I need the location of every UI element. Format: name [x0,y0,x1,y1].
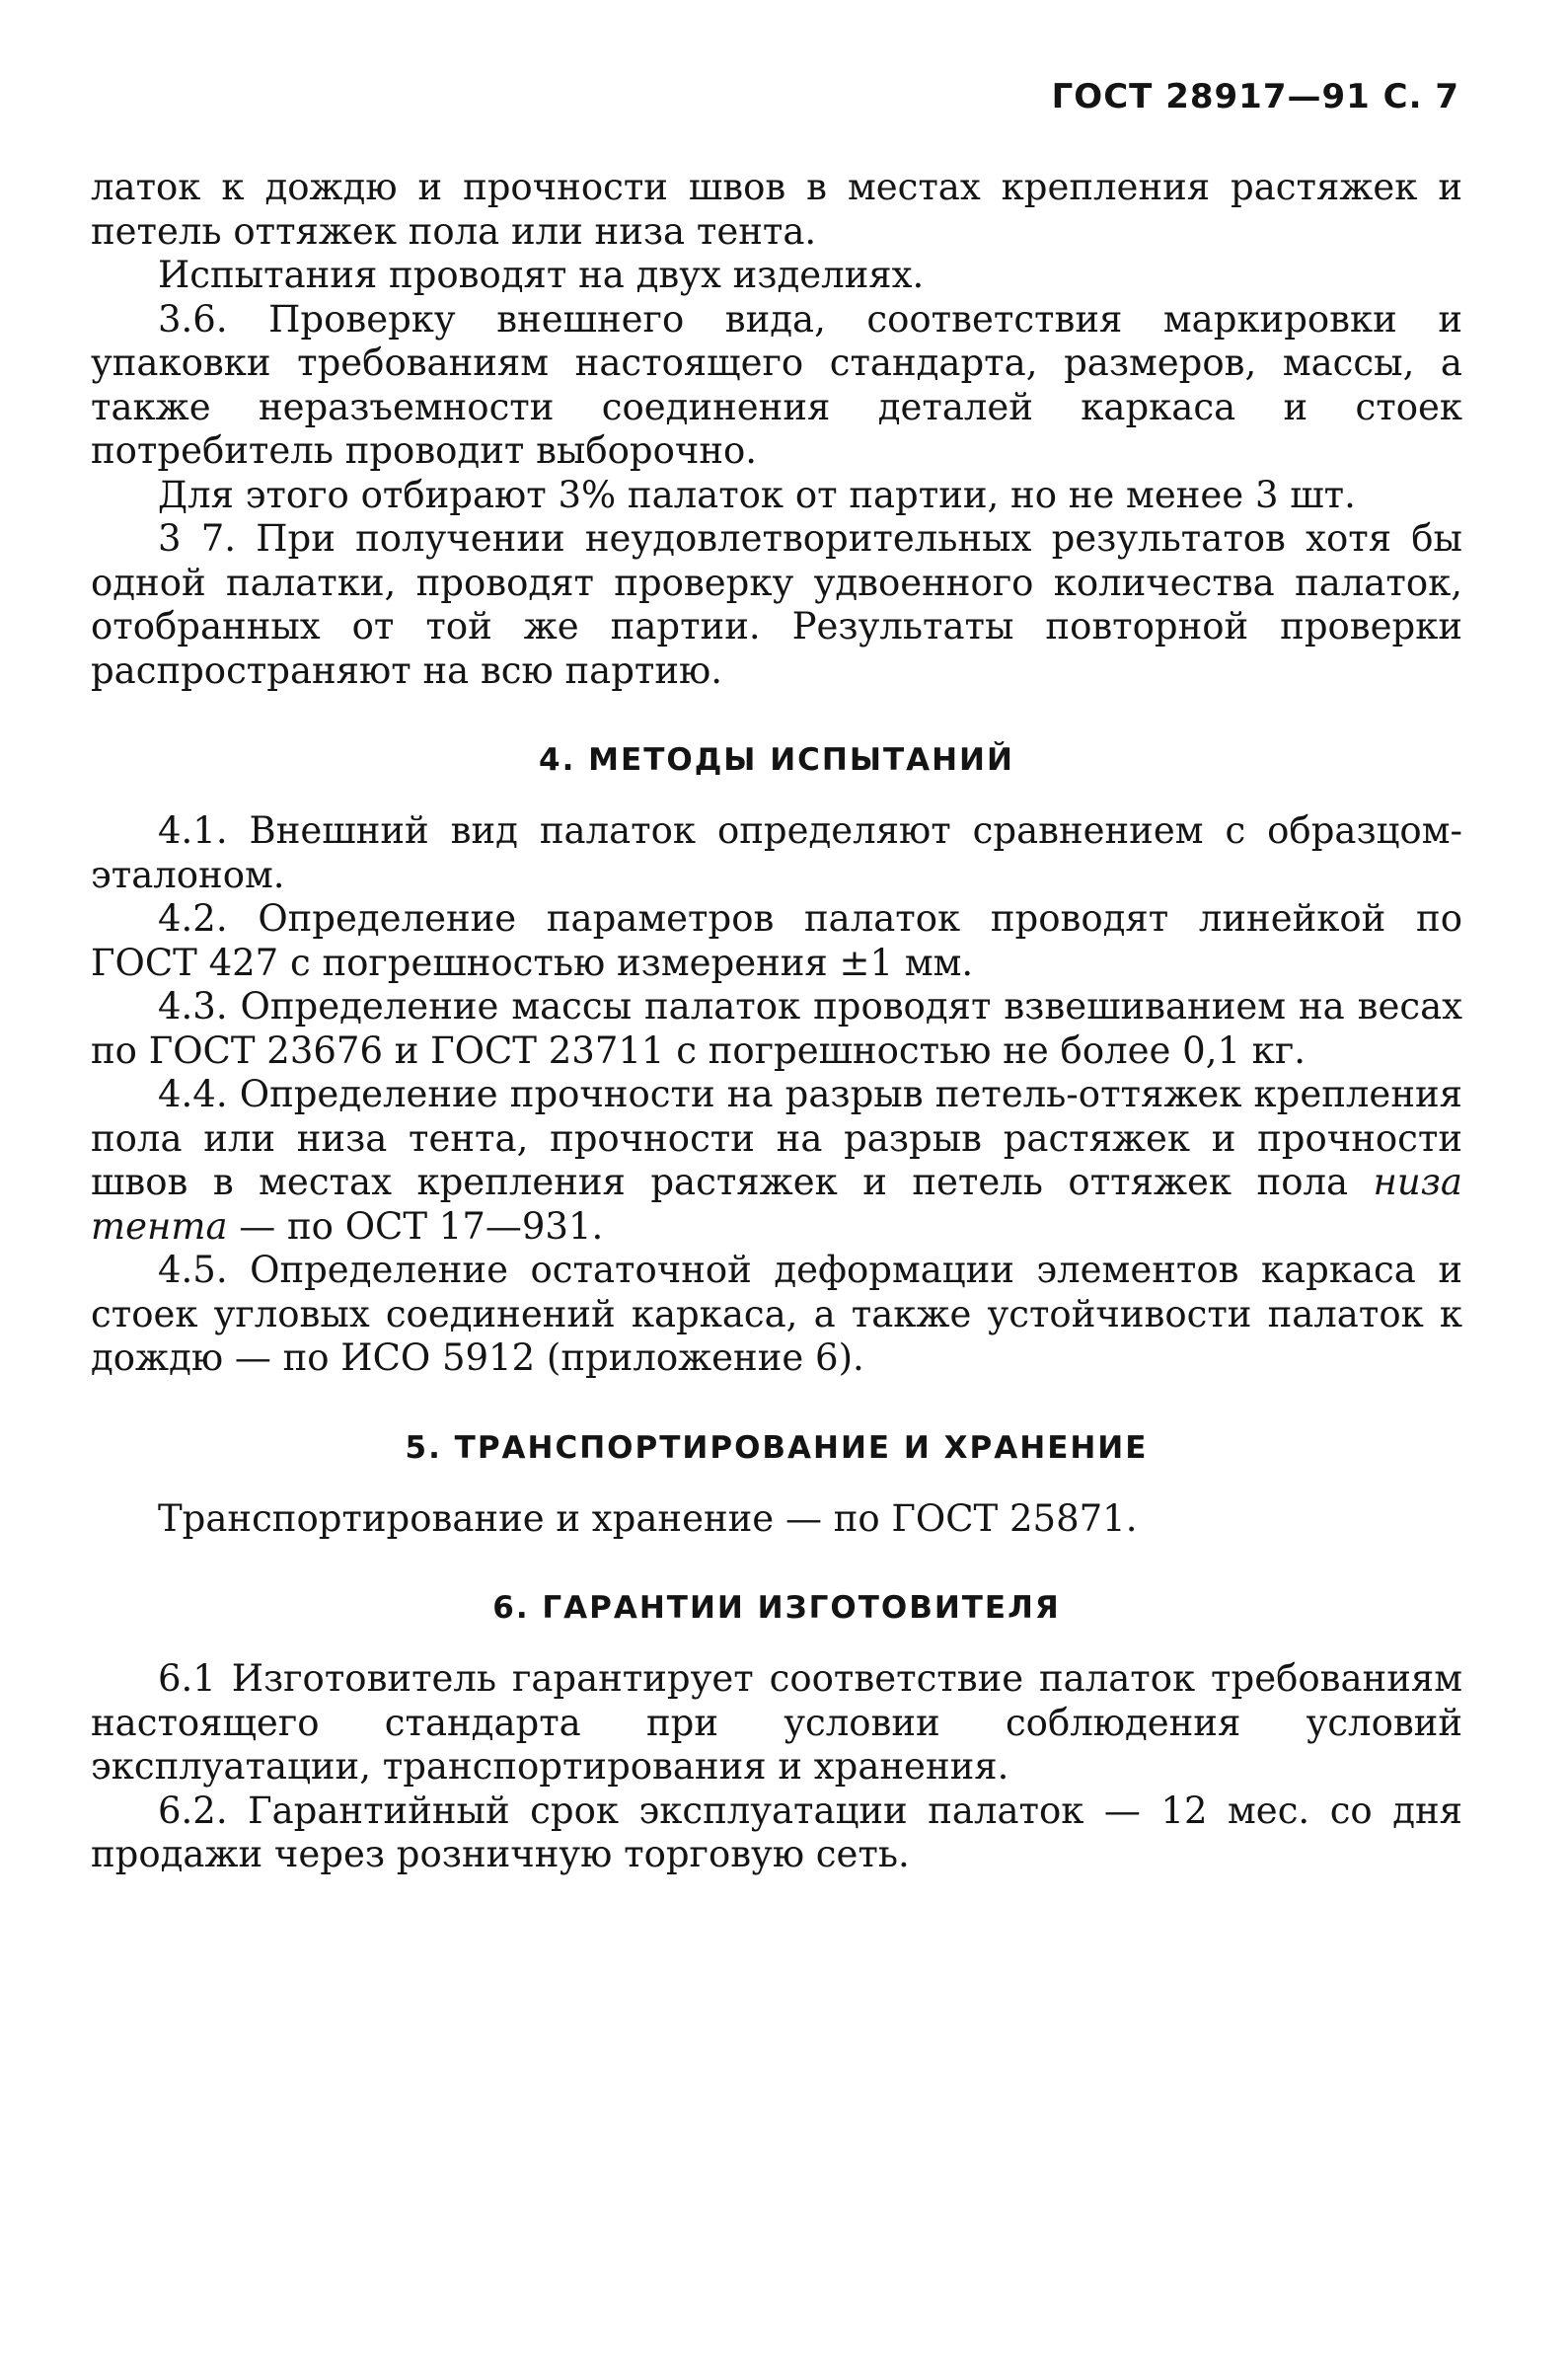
paragraph-4-3: 4.3. Определение массы палаток проводят взвешиванием на весах по ГОСТ 23676 и ГОСТ 23711 с погрешностью не более 0,1 кг. [91,985,1462,1072]
paragraph-continuation: латок к дождю и прочности швов в местах крепления растяжек и петель оттяжек пола или низа тента. [91,166,1462,253]
paragraph-4-2: 4.2. Определение параметров палаток проводят линейкой по ГОСТ 427 с погрешностью измерения ±1 мм. [91,897,1462,984]
paragraph-4-4-tail: — по ОСТ 17—931. [227,1204,604,1248]
paragraph-6-1: 6.1 Изготовитель гарантирует соответствие палаток требованиям настоящего стандарта при условии соблюдения условий эксплуатации, транспортирования и хранения. [91,1657,1462,1788]
paragraph-4-5: 4.5. Определение остаточной деформации элементов каркаса и стоек угловых соединений каркаса, а также устойчивости палаток к дождю — по ИСО 5912 (приложение 6). [91,1249,1462,1379]
section-6-title: 6. ГАРАНТИИ ИЗГОТОВИТЕЛЯ [492,1590,1061,1626]
paragraph-4-4 [91,1073,1462,1249]
paragraph-sampling: Для этого отбирают 3% палаток от партии, но не менее 3 шт. [158,473,1356,516]
page-header: ГОСТ 28917—91 С. 7 [1051,77,1459,116]
document-body [91,166,1462,1877]
paragraph-test-count: Испытания проводят на двух изделиях. [158,254,925,296]
paragraph-3-6: 3.6. Проверку внешнего вида, соответствия маркировки и упаковки требованиям настоящего стандарта, размеров, массы, а также неразъемности соединения деталей каркаса и стоек потребитель проводит выборочно. [91,297,1462,472]
paragraph-4-4-main: 4.4. Определение прочности на разрыв петель-оттяжек крепления пола или низа тента, прочности на разрыв растяжек и прочности швов в местах крепления растяжек и петель оттяжек пола [91,1073,1462,1203]
paragraph-6-2: 6.2. Гарантийный срок эксплуатации палаток — 12 мес. со дня продажи через розничную торговую сеть. [91,1789,1462,1875]
paragraph-4-4-italic: низа тента [91,1161,1462,1248]
paragraph-4-1: 4.1. Внешний вид палаток определяют сравнением с образцом-эталоном. [91,809,1462,896]
paragraph-3-7: 3 7. При получении неудовлетворительных результатов хотя бы одной палатки, проводят проверку удвоенного количества палаток, отобранных от той же партии. Результаты повторной проверки распространяют на всю партию. [91,517,1462,692]
paragraph-5: Транспортирование и хранение — по ГОСТ 25871. [158,1496,1138,1540]
section-4-title: 4. МЕТОДЫ ИСПЫТАНИЙ [539,742,1014,778]
section-5-title: 5. ТРАНСПОРТИРОВАНИЕ И ХРАНЕНИЕ [405,1429,1149,1466]
